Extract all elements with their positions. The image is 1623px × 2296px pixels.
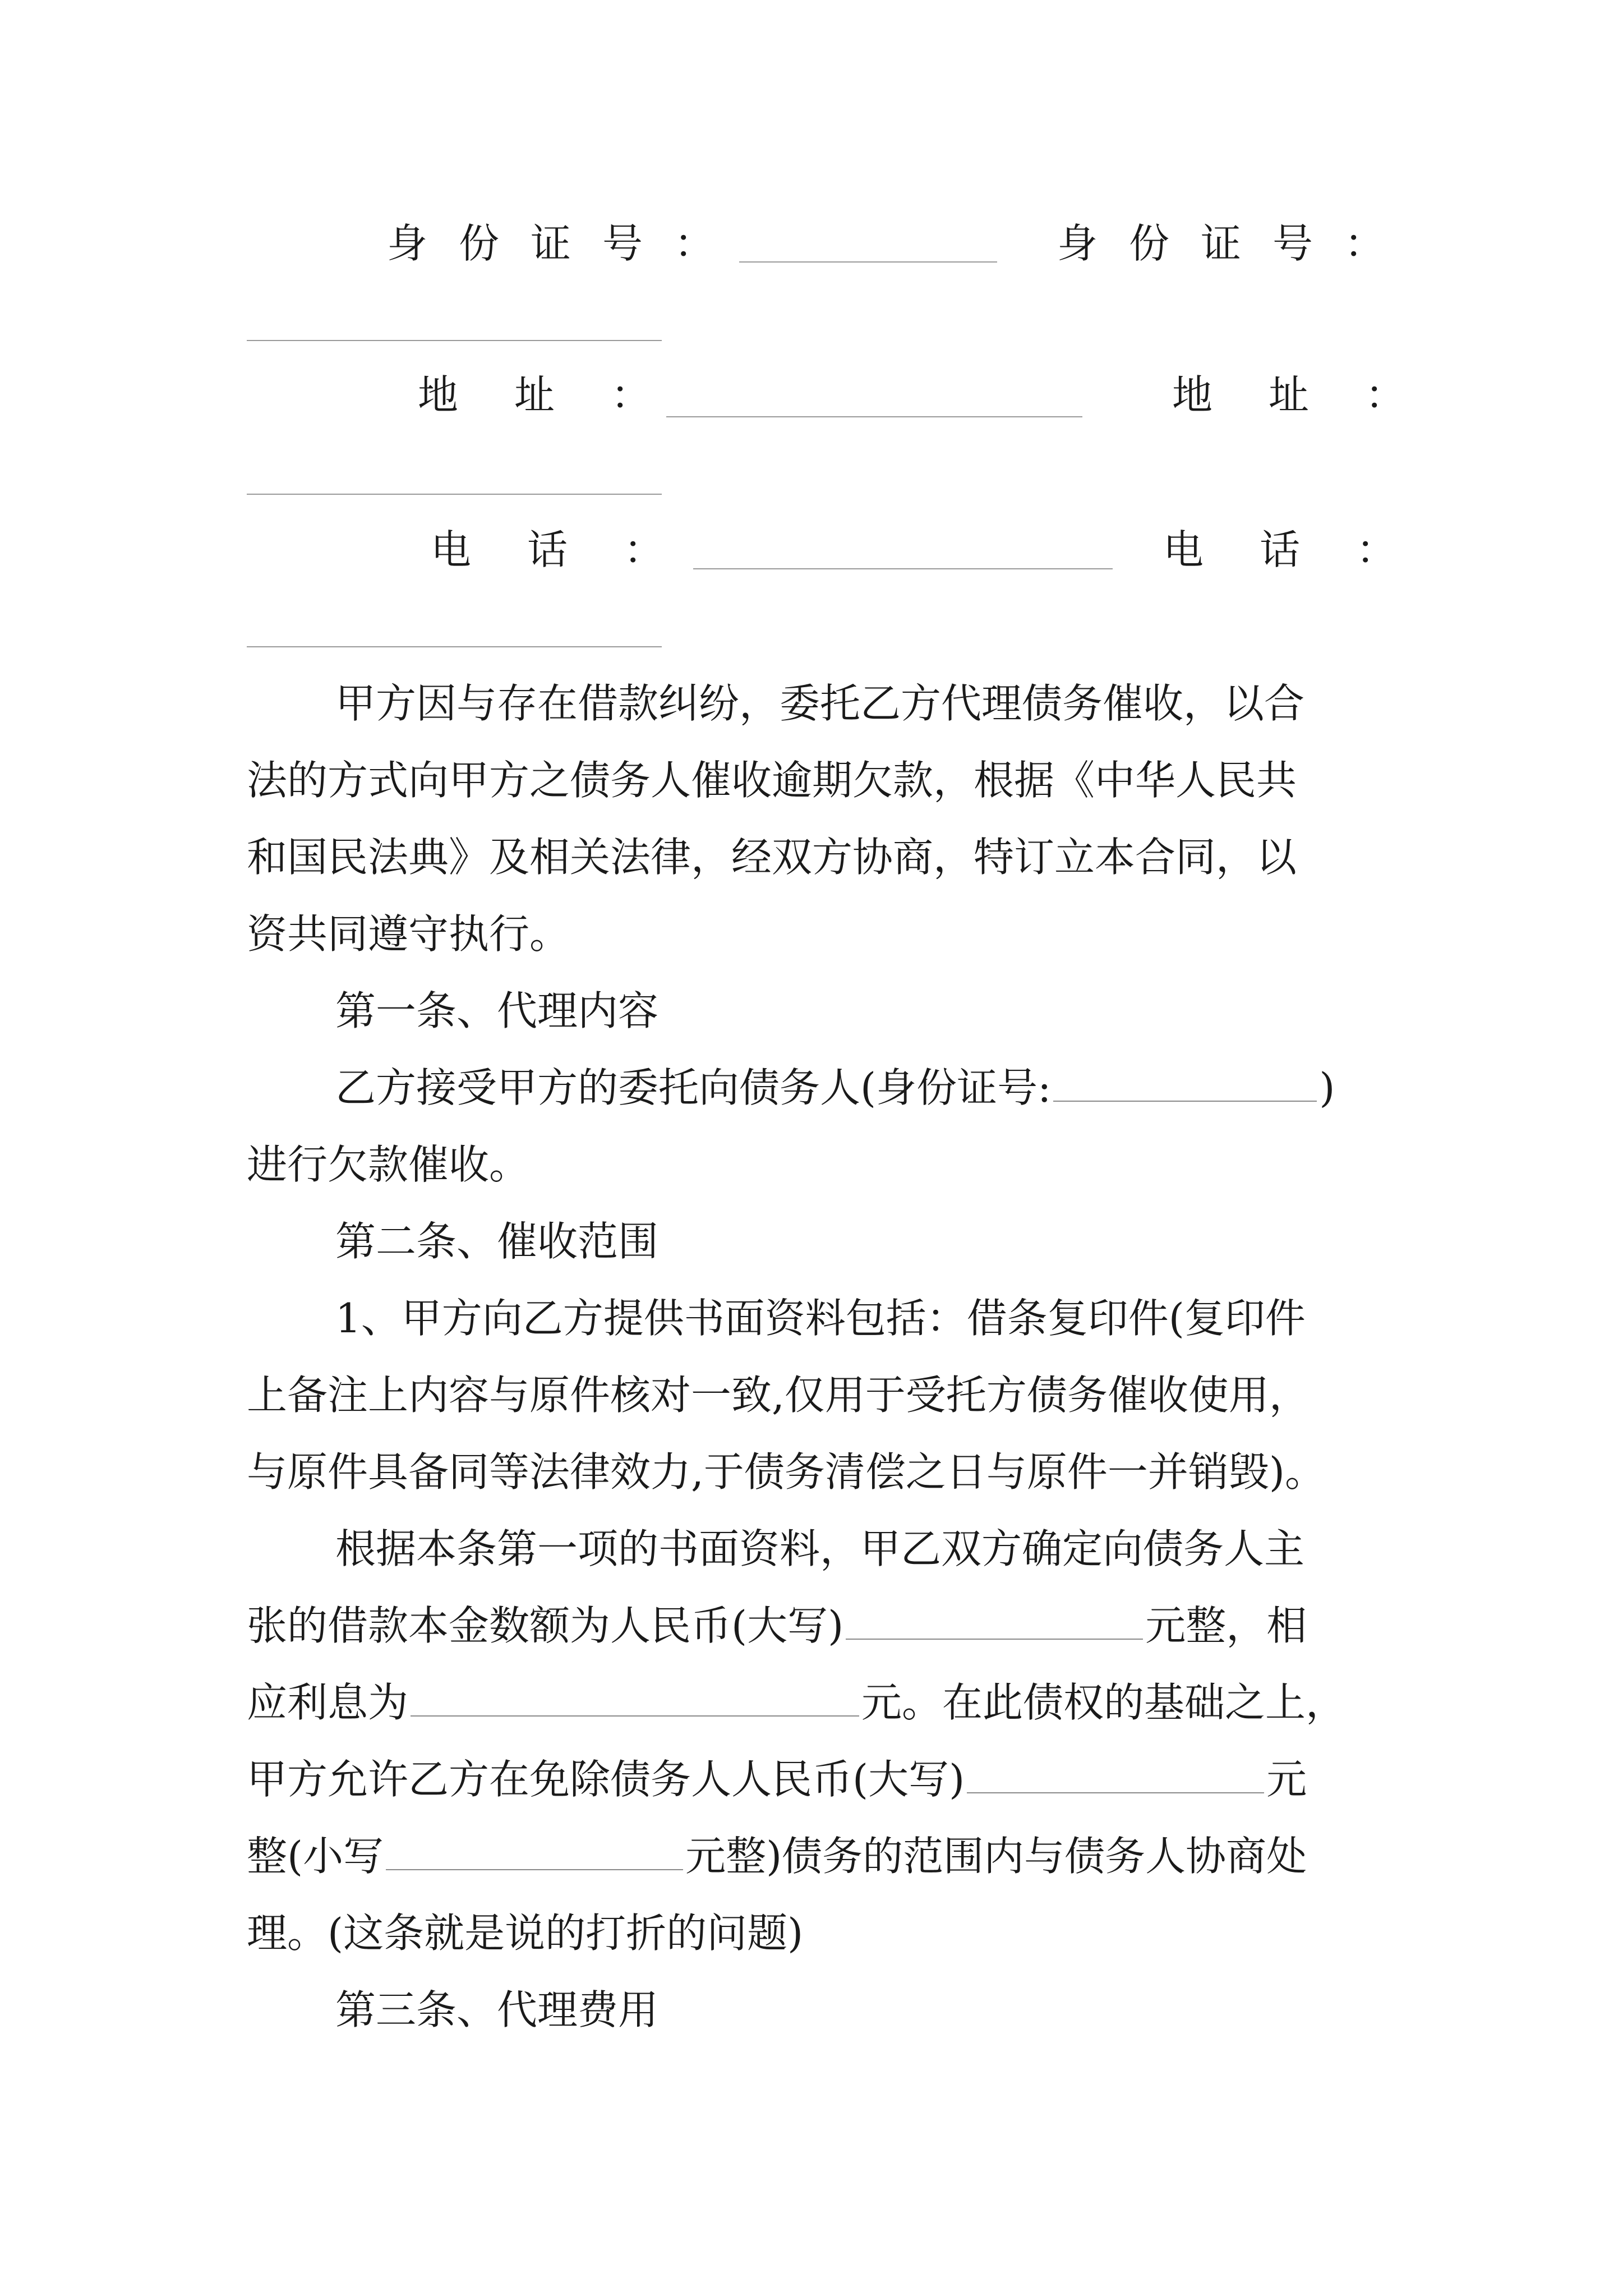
address-label-left: 地址： bbox=[418, 371, 708, 418]
phone-blank-left[interactable] bbox=[693, 568, 1113, 569]
interest-label: 应利息为 bbox=[247, 1679, 409, 1726]
id-number-blank-left[interactable] bbox=[739, 261, 997, 263]
phone-label-right: 电话： bbox=[1163, 526, 1453, 573]
intro-line-4: 资共同遵守执行。 bbox=[247, 910, 570, 958]
article-1-title: 第一条、代理内容 bbox=[335, 987, 659, 1034]
id-number-blank-right[interactable] bbox=[247, 340, 662, 341]
article-2-p1-line-2: 上备注上内容与原件核对一致,仅用于受托方债务催收使用， bbox=[247, 1372, 1310, 1419]
article-1-close-paren: ) bbox=[1319, 1064, 1335, 1111]
article-1-text: 乙方接受甲方的委托向债务人(身份证号: bbox=[335, 1064, 1052, 1111]
id-number-label-left: 身份证号： bbox=[387, 220, 746, 267]
principal-amount-blank[interactable] bbox=[846, 1605, 1143, 1640]
waiver-suffix: 元 bbox=[1266, 1756, 1307, 1803]
phone-blank-right[interactable] bbox=[247, 646, 662, 647]
id-number-label-right: 身份证号： bbox=[1057, 220, 1417, 267]
principal-label: 张的借款本金数额为人民币(大写) bbox=[247, 1602, 844, 1649]
article-2-p2-line-5 bbox=[247, 1829, 1307, 1883]
principal-suffix: 元整，相 bbox=[1145, 1602, 1307, 1649]
article-1-line-2: 进行欠款催收。 bbox=[247, 1141, 530, 1188]
article-2-title: 第二条、催收范围 bbox=[335, 1218, 659, 1265]
debtor-id-blank[interactable] bbox=[1053, 1067, 1317, 1102]
article-3-title: 第三条、代理费用 bbox=[335, 1986, 659, 2033]
waiver-lower-suffix: 元整)债务的范围内与债务人协商处 bbox=[685, 1833, 1307, 1880]
address-blank-right[interactable] bbox=[247, 494, 662, 495]
intro-line-2: 法的方式向甲方之债务人催收逾期欠款，根据《中华人民共 bbox=[247, 757, 1297, 804]
intro-line-3: 和国民法典》及相关法律，经双方协商，特订立本合同，以 bbox=[247, 834, 1297, 881]
address-label-right: 地址： bbox=[1172, 371, 1462, 418]
article-2-p2-line-3 bbox=[247, 1676, 1346, 1729]
article-2-p2-line-6: 理。(这条就是说的打折的问题) bbox=[247, 1910, 804, 1957]
waiver-amount-lower-blank[interactable] bbox=[386, 1835, 683, 1870]
article-1-line-1 bbox=[335, 1061, 1335, 1115]
waiver-amount-upper-blank[interactable] bbox=[967, 1759, 1264, 1793]
article-2-p2-line-4 bbox=[247, 1752, 1307, 1806]
phone-label-left: 电话： bbox=[431, 526, 721, 573]
address-blank-left[interactable] bbox=[666, 416, 1082, 417]
article-2-p1-line-3: 与原件具备同等法律效力,于债务清偿之日与原件一并销毁)。 bbox=[247, 1448, 1325, 1496]
article-2-p2-line-1: 根据本条第一项的书面资料，甲乙双方确定向债务人主 bbox=[335, 1525, 1305, 1572]
interest-amount-blank[interactable] bbox=[411, 1682, 859, 1717]
interest-suffix: 元。在此债权的基础之上， bbox=[861, 1679, 1347, 1726]
waiver-lower-label: 整(小写 bbox=[247, 1833, 384, 1880]
intro-line-1: 甲方因与存在借款纠纷，委托乙方代理债务催收，以合 bbox=[335, 680, 1305, 727]
article-2-p1-line-1: 1、甲方向乙方提供书面资料包括：借条复印件(复印件 bbox=[335, 1295, 1306, 1342]
article-2-p2-line-2 bbox=[247, 1599, 1307, 1653]
waiver-label: 甲方允许乙方在免除债务人人民币(大写) bbox=[247, 1756, 965, 1803]
